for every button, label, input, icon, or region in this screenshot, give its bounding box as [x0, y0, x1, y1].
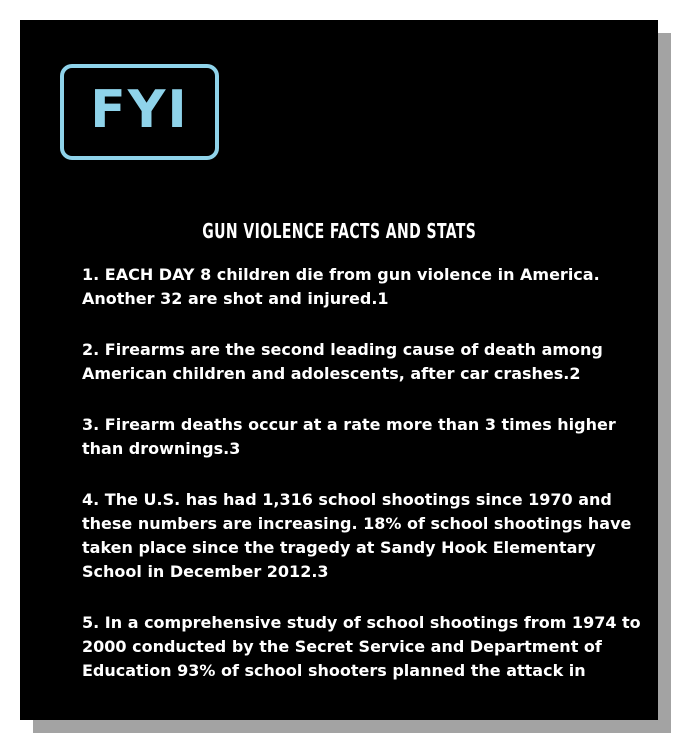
facts-list: [82, 263, 642, 710]
fact-item-3: 3. Firearm deaths occur at a rate more than 3 times higher than drownings.3: [82, 415, 616, 458]
page-title: GUN VIOLENCE FACTS AND STATS: [202, 219, 477, 243]
fact-item-5: 5. In a comprehensive study of school shootings from 1974 to 2000 conducted by the Secret Service and Department of Education 93% of school shooters planned the attack in: [82, 613, 641, 680]
fyi-logo: [60, 64, 219, 160]
fact-item-4: 4. The U.S. has had 1,316 school shootings since 1970 and these numbers are increasing. 18% of school shootings have taken place since the tragedy at Sandy Hook Elementary School in December 2012.3: [82, 490, 632, 581]
fact-item-2: 2. Firearms are the second leading cause of death among American children and adolescents, after car crashes.2: [82, 340, 603, 383]
fyi-card: [20, 20, 658, 720]
fact-item-1: 1. EACH DAY 8 children die from gun violence in America. Another 32 are shot and injured.1: [82, 265, 600, 308]
fyi-logo-text: FYI: [90, 80, 189, 140]
